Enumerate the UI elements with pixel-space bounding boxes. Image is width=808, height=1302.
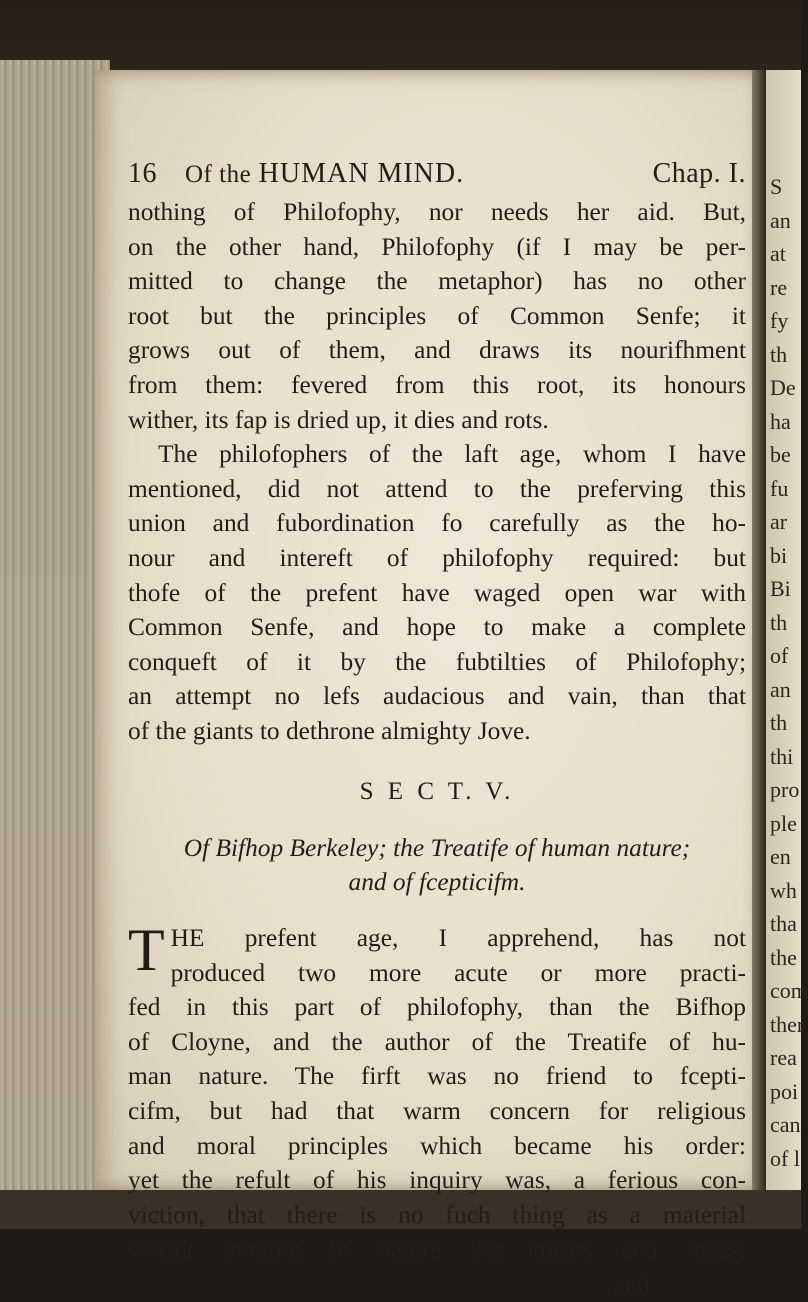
chapter-label: Chap. I. bbox=[652, 158, 746, 189]
catchword: and bbox=[613, 1270, 650, 1299]
facing-page-fragment: thi bbox=[770, 743, 794, 769]
book-gutter bbox=[752, 70, 766, 1190]
facing-page-fragment: ar bbox=[770, 509, 788, 534]
facing-page-fragment: ther bbox=[770, 1011, 805, 1037]
text-line: union and fubordination fo carefully as the ho- bbox=[128, 509, 746, 538]
facing-page bbox=[766, 70, 808, 1190]
text-line: nour and intereft of philofophy required: but bbox=[128, 543, 746, 572]
facing-page-fragment: en bbox=[770, 844, 791, 869]
facing-page-fragment: th bbox=[770, 710, 788, 735]
page-text bbox=[128, 157, 746, 1302]
page-edges-left bbox=[0, 60, 110, 1190]
facing-page-fragment: can bbox=[770, 1112, 801, 1137]
facing-page-fragment: of bbox=[770, 643, 789, 668]
text-line: from them: fevered from this root, its honours bbox=[128, 370, 746, 399]
facing-page-fragment: S bbox=[770, 174, 783, 199]
facing-page-fragment: bi bbox=[770, 542, 788, 568]
facing-page-fragment: wh bbox=[770, 877, 797, 903]
text-line: conqueft of it by the fubtilties of Philofophy; bbox=[128, 647, 746, 676]
facing-page-fragment: rea bbox=[770, 1045, 797, 1070]
facing-page-fragment: th bbox=[770, 341, 788, 367]
text-line: grows out of them, and draws its nourifhment bbox=[128, 336, 746, 365]
running-header bbox=[128, 157, 746, 195]
text-line: viction, that there is no fuch thing as a material bbox=[128, 1200, 746, 1229]
text-line: nothing of Philofophy, nor needs her aid. But, bbox=[128, 198, 746, 226]
facing-page-fragment: ple bbox=[770, 810, 797, 836]
running-title: Of the HUMAN MIND. bbox=[185, 158, 465, 189]
facing-page-fragment: at bbox=[770, 241, 786, 266]
page-number: 16 bbox=[128, 158, 157, 189]
text-line: HE prefent age, I apprehend, has not bbox=[170, 924, 746, 953]
paragraph-1 bbox=[128, 195, 746, 437]
text-line: an attempt no lefs audacious and vain, than that bbox=[128, 682, 746, 711]
facing-page-fragment: fy bbox=[770, 308, 789, 333]
text-line: cifm, but had that warm concern for religious bbox=[128, 1097, 746, 1126]
facing-page-fragment: an bbox=[770, 676, 791, 702]
paragraph-3 bbox=[128, 917, 746, 1302]
facing-page-fragment: be bbox=[770, 442, 791, 467]
text-line: of Cloyne, and the author of the Treatife of hu- bbox=[128, 1027, 746, 1056]
facing-page-fragment: fu bbox=[770, 475, 789, 501]
text-line: yet the refult of his inquiry was, a ferious con- bbox=[128, 1166, 746, 1195]
facing-page-fragment: poi bbox=[770, 1078, 799, 1104]
drop-cap: T bbox=[128, 917, 165, 984]
facing-page-fragment: an bbox=[770, 207, 791, 233]
facing-page-fragment: the bbox=[770, 944, 797, 970]
section-title: S E C T. V. bbox=[359, 777, 515, 805]
section-subtitle: Of Bifhop Berkeley; the Treatife of human nature; and of fcepticifm. bbox=[183, 834, 691, 897]
text-line: man nature. The firft was no friend to fcepti- bbox=[128, 1062, 746, 1091]
text-line: The philofophers of the laft age, whom I have bbox=[158, 440, 746, 469]
facing-page-fragment: pro bbox=[770, 777, 800, 802]
text-line: root but the principles of Common Senfe; it bbox=[128, 301, 746, 330]
facing-page-fragment: com bbox=[770, 978, 808, 1003]
text-line: Common Senfe, and hope to make a complete bbox=[128, 613, 746, 642]
text-line: produced two more acute or more practi- bbox=[170, 958, 746, 987]
facing-page-fragment: tha bbox=[770, 911, 797, 936]
text-line: on the other hand, Philofophy (if I may be per- bbox=[128, 232, 746, 261]
facing-page-fragment: of l bbox=[770, 1145, 800, 1171]
facing-page-fragment: Bi bbox=[770, 576, 791, 601]
facing-page-fragment: re bbox=[770, 274, 788, 300]
text-line: fed in this part of philofophy, than the Bifhop bbox=[128, 993, 746, 1022]
text-line: thofe of the prefent have waged open war with bbox=[128, 578, 746, 607]
text-line: of the giants to dethrone almighty Jove. bbox=[128, 716, 531, 745]
text-line: and moral principles which became his order: bbox=[128, 1131, 746, 1160]
text-line: world; nothing in nature but fpirits and ideas; bbox=[128, 1235, 746, 1264]
facing-page-fragment: th bbox=[770, 609, 788, 635]
text-line: wither, its fap is dried up, it dies and rots. bbox=[128, 405, 549, 434]
text-line: mitted to change the metaphor) has no other bbox=[128, 267, 746, 296]
text-line: mentioned, did not attend to the preferving this bbox=[128, 474, 746, 503]
paragraph-2 bbox=[128, 437, 746, 748]
facing-page-fragment: De bbox=[770, 375, 796, 400]
facing-page-fragment: ha bbox=[770, 408, 791, 434]
